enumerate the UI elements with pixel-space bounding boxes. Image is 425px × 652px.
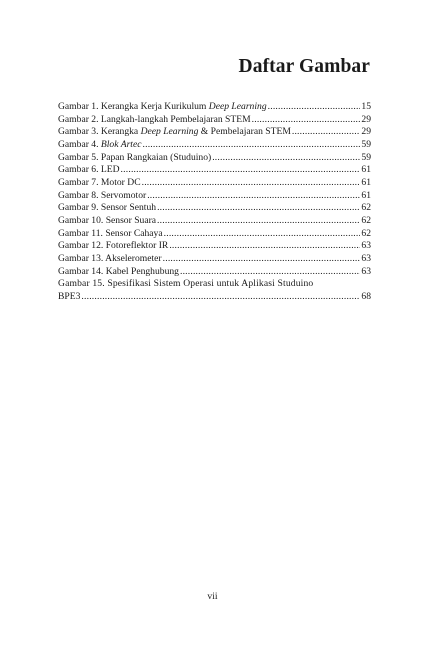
page-number: 61 [361,176,371,188]
entry-italic-term: Deep Learning [140,126,199,138]
dot-leader [292,126,361,139]
dot-leader [121,164,361,177]
entry-label [58,215,156,228]
dot-leader [147,190,360,203]
page-number: 62 [361,202,371,214]
entry-label [58,139,142,152]
page-number: 61 [361,189,371,201]
list-item[interactable] [58,240,371,253]
entry-text: Gambar 10. Sensor Suara [58,214,157,226]
list-item-15-line1: Gambar 15. Spesifikasi Sistem Operasi untuk Aplikasi Studuino [58,278,314,290]
entry-text: Gambar 6. LED [58,164,120,176]
entry-label [58,253,162,266]
entry-label: BPE3 [58,290,81,302]
entry-label [58,228,163,241]
dot-leader [268,101,361,114]
dot-leader [180,266,360,279]
list-item[interactable] [58,126,371,139]
dot-leader [212,152,360,165]
entry-text: Gambar 2. Langkah-langkah Pembelajaran STEM [58,113,251,125]
list-item[interactable] [58,215,371,228]
entry-label [58,152,211,165]
page-number: 63 [361,240,371,252]
page-number: 15 [361,101,371,112]
entry-label [58,266,179,279]
list-item[interactable] [58,253,371,266]
dot-leader [157,202,360,215]
list-item[interactable] [58,139,371,152]
list-item[interactable] [58,202,371,215]
page-number: 62 [361,227,371,239]
entry-text: Gambar 5. Papan Rangkaian (Studuino) [58,151,212,163]
entry-text: Gambar 13. Akselerometer [58,252,162,264]
list-item[interactable] [58,152,371,165]
entry-text: Gambar 3. Kerangka [58,126,141,138]
list-item[interactable] [58,114,371,127]
page-number: 59 [361,151,371,163]
list-item[interactable] [58,164,371,177]
dot-leader [142,177,361,190]
page-number: 63 [361,265,371,277]
entry-label [58,240,168,253]
entry-text: Gambar 11. Sensor Cahaya [58,227,163,239]
entry-italic-term: Deep Learning [208,101,267,112]
entry-text: Gambar 12. Fotoreflektor IR [58,240,169,252]
page-number: 29 [361,126,371,138]
entry-text: Gambar 8. Servomotor [58,189,147,201]
entry-label [58,114,251,127]
dot-leader [252,114,361,127]
page-folio: vii [207,591,218,602]
entry-label [58,177,141,190]
page-number: 29 [361,113,371,125]
page-number: 68 [361,290,371,302]
entry-label [58,126,291,139]
entry-text: Gambar 4. [58,138,101,150]
list-item[interactable] [58,190,371,203]
list-item-15-line2[interactable] [58,291,371,304]
entry-text-suffix: & Pembelajaran STEM [198,126,291,138]
page-number: 63 [361,252,371,264]
list-item[interactable] [58,101,371,114]
list-item[interactable] [58,177,371,190]
entry-text: Gambar 1. Kerangka Kerja Kurikulum [58,101,209,112]
dot-leader [164,228,361,241]
page-number: 59 [361,138,371,150]
entry-italic-term: Blok Artec [100,138,142,150]
entry-text: Gambar 7. Motor DC [58,176,141,188]
entry-label [58,164,120,177]
dot-leader [81,291,360,304]
page-number: 61 [361,164,371,176]
dot-leader [157,215,360,228]
entry-label [58,101,267,114]
entry-text: Gambar 14. Kabel Penghubung [58,265,179,277]
figure-list [58,101,371,304]
dot-leader [169,240,360,253]
list-item[interactable] [58,228,371,241]
list-item[interactable] [58,266,371,279]
dot-leader [163,253,361,266]
entry-label [58,202,156,215]
entry-text: Gambar 9. Sensor Sentuh [58,202,157,214]
dot-leader [143,139,361,152]
page-number: 62 [361,214,371,226]
page-title: Daftar Gambar [238,56,370,77]
entry-label [58,190,146,203]
